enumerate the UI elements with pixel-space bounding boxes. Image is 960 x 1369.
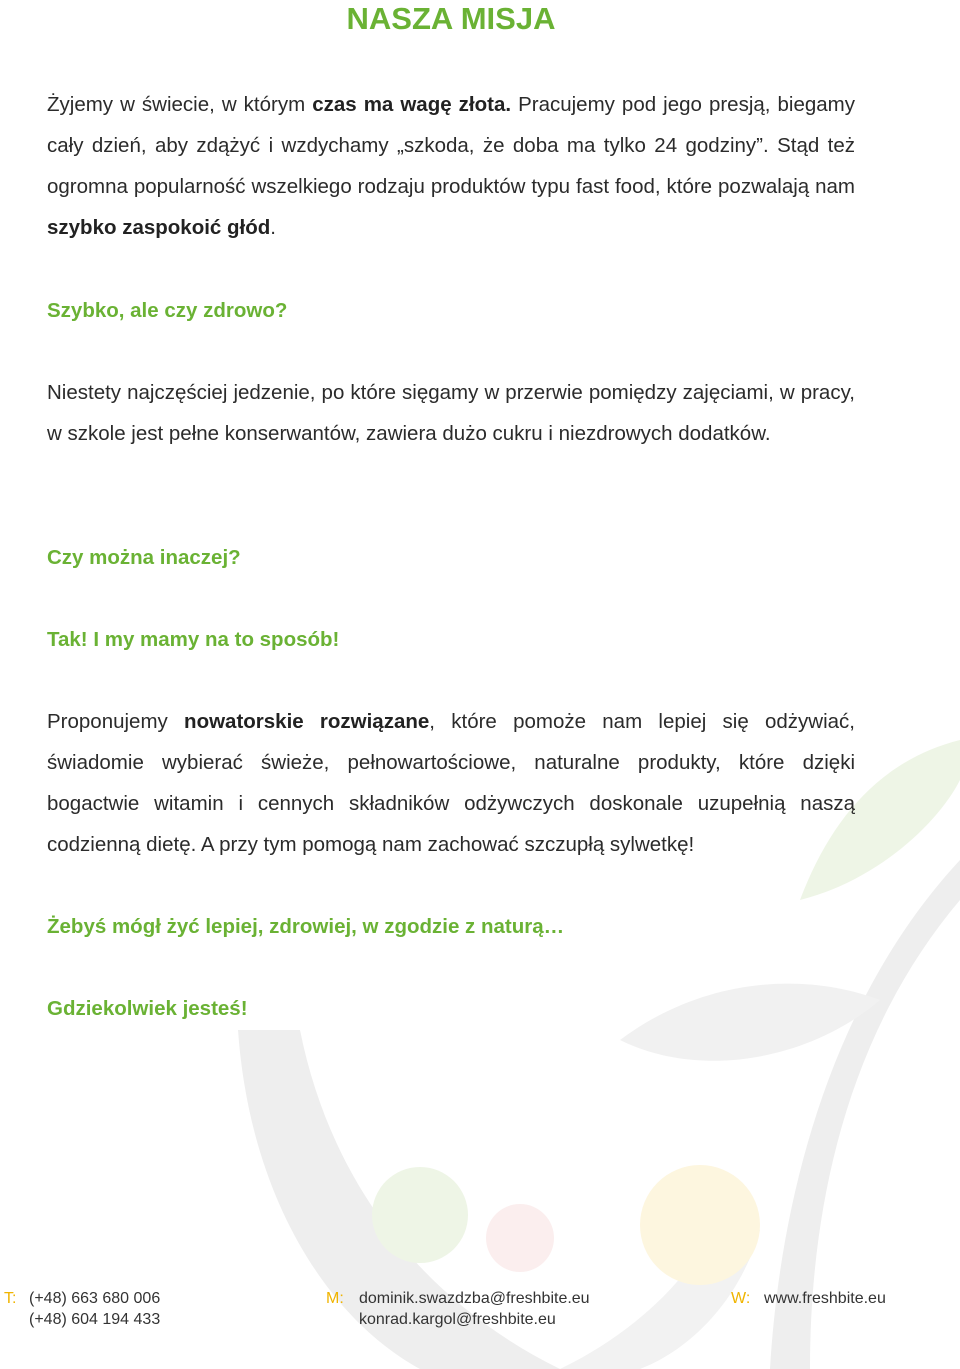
heading-wherever: Gdziekolwiek jesteś! <box>47 997 248 1020</box>
background-circle-yellow <box>640 1165 760 1285</box>
email-link-1[interactable]: dominik.swazdzba@freshbite.eu <box>359 1290 590 1307</box>
email-link-2[interactable]: konrad.kargol@freshbite.eu <box>359 1311 556 1328</box>
heading-live-better: Żebyś mógł żyć lepiej, zdrowiej, w zgodzie z naturą… <box>47 915 565 938</box>
paragraph-intro <box>47 84 855 248</box>
intro-text-c: Pracujemy pod jego presją, biegamy cały dzień, aby zdążyć i wzdychamy „szkoda, że doba ma tylko 24 godziny”. Stąd też ogromna popularność wszelkiego rodzaju produktów typu fast food, które pozwalają nam <box>47 93 855 198</box>
page-title: NASZA MISJA <box>346 1 556 36</box>
intro-text-bold-time: czas ma wagę złota. <box>312 93 512 116</box>
phone-number-2: (+48) 604 194 433 <box>29 1311 161 1328</box>
paragraph-problem: Niestety najczęściej jedzenie, po które sięgamy w przerwie pomiędzy zajęciami, w pracy, w szkole jest pełne konserwantów, zawiera dużo cukru i niezdrowych dodatków. <box>47 381 855 445</box>
website-link[interactable]: www.freshbite.eu <box>764 1290 886 1307</box>
heading-alternative: Czy można inaczej? <box>47 546 241 569</box>
mail-label: M: <box>326 1290 344 1307</box>
web-label: W: <box>731 1290 751 1307</box>
background-circle-pink <box>486 1204 554 1272</box>
paragraph-solution <box>47 701 855 865</box>
solution-text-c: , które pomoże nam lepiej się odżywiać, świadomie wybierać świeże, pełnowartościowe, naturalne produkty, które dzięki bogactwie witamin i cennych składników odżywczych doskonale uzupełnią naszą codzienną dietę. A przy tym pomogą nam zachować szczupłą sylwetkę! <box>47 710 855 856</box>
phone-label: T: <box>4 1290 17 1307</box>
intro-text-a: Żyjemy w świecie, w którym <box>47 93 313 116</box>
contact-footer <box>0 1288 960 1338</box>
background-circle-green <box>372 1167 468 1263</box>
phone-number-1: (+48) 663 680 006 <box>29 1290 161 1307</box>
solution-text-a: Proponujemy <box>47 710 185 733</box>
intro-text-e: . <box>270 216 276 239</box>
heading-yes-solution: Tak! I my mamy na to sposób! <box>47 628 340 651</box>
solution-text-bold: nowatorskie rozwiązane <box>184 710 430 733</box>
heading-fast-healthy: Szybko, ale czy zdrowo? <box>47 299 288 322</box>
intro-text-bold-hunger: szybko zaspokoić głód <box>47 216 271 239</box>
